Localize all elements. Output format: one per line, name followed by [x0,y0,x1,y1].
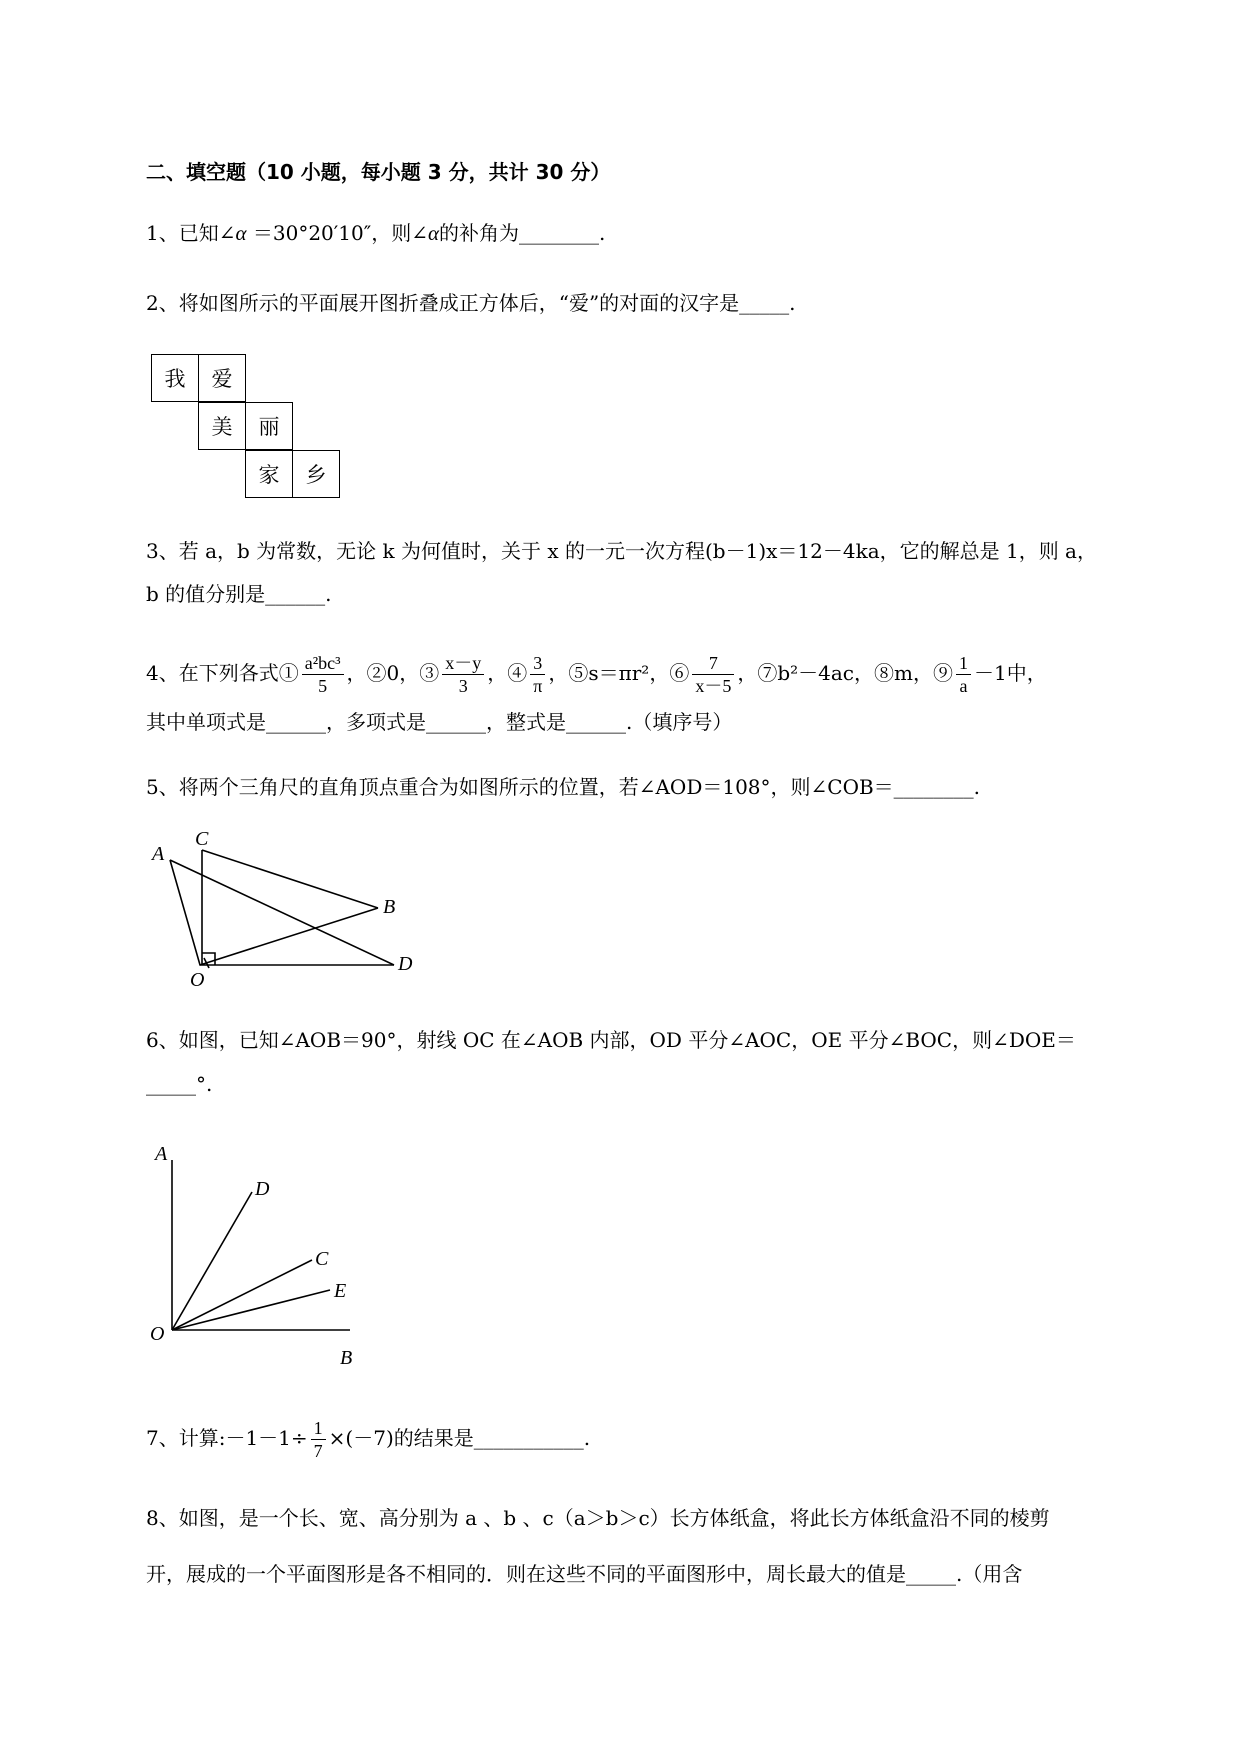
cube-net-cell-3: 美 [198,402,246,450]
q4-text-1: 4、在下列各式① [146,661,299,685]
q4-fraction-2-den: 3 [458,676,468,696]
q4-text-6: －1中， [973,661,1047,685]
q7-fraction [311,1417,326,1462]
label-o: O [190,969,205,990]
question-8-line-1: 8、如图，是一个长、宽、高分别为 a 、b 、c（a＞b＞c）长方体纸盒，将此长方体纸盒沿不同的棱剪 [146,1506,1050,1530]
question-8-line-2: 开，展成的一个平面图形是各不相同的．则在这些不同的平面图形中，周长最大的值是_____.（用含 [146,1562,1023,1586]
cube-net-cell-4: 丽 [245,402,293,450]
question-2: 2、将如图所示的平面展开图折叠成正方体后，“爱”的对面的汉字是_____. [146,291,796,315]
q4-fraction-5-den: a [959,676,968,696]
q4-fraction-2 [442,652,484,697]
label-e: E [334,1280,347,1302]
label-d: D [255,1178,270,1200]
q4-fraction-2-num: x－y [442,652,484,675]
q4-fraction-4-num: 7 [692,652,734,675]
q1-text-c: ＝30°20′10″，则∠ [246,221,428,245]
question-4-line-1 [146,645,1047,701]
question-7 [146,1410,590,1466]
q4-text-3: ，④ [487,661,528,685]
cube-net-cell-5: 家 [245,450,293,498]
label-a: A [155,1143,168,1165]
q7-text-2: ×(－7)的结果是___________. [328,1426,591,1450]
q4-fraction-5-num: 1 [956,652,971,675]
question-6-line-1: 6、如图，已知∠AOB＝90°，射线 OC 在∠AOB 内部，OD 平分∠AOC，OE 平分∠BOC，则∠DOE＝ [146,1028,1076,1052]
q7-text-1: 7、计算:－1－1÷ [146,1426,308,1450]
label-c: C [195,830,209,850]
q1-text-a: 1、已知∠ [146,221,236,245]
question-3-line-2: b 的值分别是______. [146,582,332,606]
label-b: B [383,896,396,918]
q4-fraction-4 [692,652,734,697]
question-4-line-2: 其中单项式是______，多项式是______，整式是______.（填序号） [146,710,733,734]
cube-net-cell-1: 我 [151,354,199,402]
q7-fraction-num: 1 [311,1417,326,1440]
segment-cb [202,850,378,908]
q1-alpha: α [235,221,247,245]
q1-text-e: 的补角为________. [439,221,606,245]
question-6-line-2: _____°. [146,1072,213,1096]
section-heading: 二、填空题（10 小题，每小题 3 分，共计 30 分） [146,160,611,184]
q7-fraction-den: 7 [313,1441,323,1461]
label-d: D [398,953,413,975]
question-5: 5、将两个三角尺的直角顶点重合为如图所示的位置，若∠AOD＝108°，则∠COB＝________. [146,775,981,799]
cube-net-cell-2: 爱 [198,354,246,402]
q4-fraction-3 [530,652,545,697]
q4-fraction-1-den: 5 [318,676,328,696]
q4-fraction-1-num: a²bc³ [302,652,344,675]
cube-net-cell-6: 乡 [292,450,340,498]
q4-text-2: ，②0，③ [346,661,440,685]
question-1 [146,219,605,247]
question-3-line-1: 3、若 a，b 为常数，无论 k 为何值时，关于 x 的一元一次方程(b－1)x＝12－4ka，它的解总是 1，则 a， [146,539,1097,563]
q4-fraction-3-num: 3 [530,652,545,675]
q4-text-4: ，⑤s＝πr²，⑥ [548,661,690,685]
label-c: C [315,1248,329,1270]
triangle-figure [140,830,430,990]
label-o: O [150,1323,165,1345]
q4-fraction-1 [302,652,344,697]
q4-fraction-5 [956,652,971,697]
q1-alpha-2: α [428,221,440,245]
label-b: B [340,1347,353,1369]
label-a: A [152,843,165,865]
ray-oe [172,1290,330,1330]
q4-fraction-4-den: x－5 [695,676,732,696]
angle-figure [140,1135,370,1375]
q4-text-5: ，⑦b²－4ac，⑧m，⑨ [737,661,953,685]
q4-fraction-3-den: π [533,676,543,696]
